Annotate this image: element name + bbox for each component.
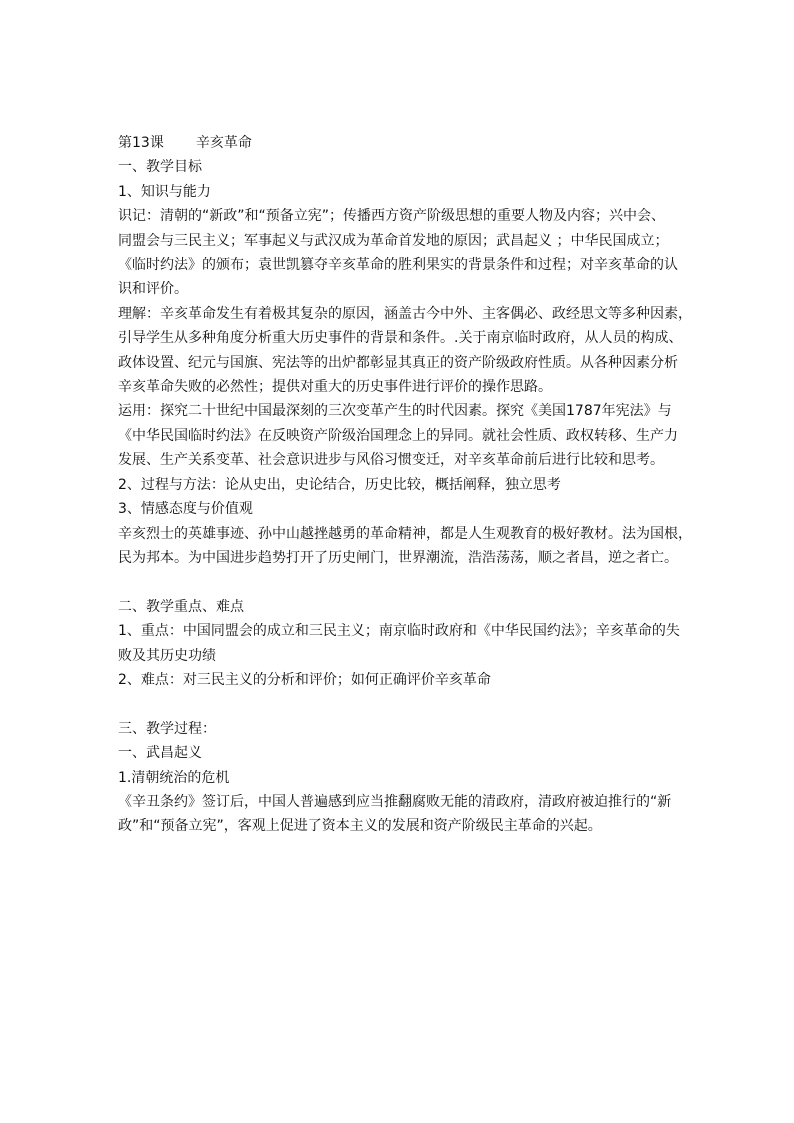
subheading-process: 2、过程与方法：论从史出，史论结合，历史比较，概括阐释，独立思考 <box>118 476 561 493</box>
lesson-heading <box>118 131 684 155</box>
subheading-knowledge: 1、知识与能力 <box>118 183 211 200</box>
recall-line: 同盟会与三民主义；军事起义与武汉成为革命首发地的原因；武昌起义 ；中华民国成立； <box>118 232 669 249</box>
key-line: 败及其历史功绩 <box>118 647 216 664</box>
section-heading-objectives: 一、教学目标 <box>118 159 202 176</box>
understand-line: 政体设置、纪元与国旗、宪法等的出炉都彰显其真正的资产阶级政府性质。从各种因素分析 <box>118 354 678 371</box>
understand-line: 辛亥革命失败的必然性；提供对重大的历史事件进行评价的操作思路。 <box>118 379 552 396</box>
crisis-line: 《辛丑条约》签订后，中国人普遍感到应当推翻腐败无能的清政府，清政府被迫推行的“新 <box>118 793 672 810</box>
lesson-title: 辛亥革命 <box>195 135 252 151</box>
crisis-line: 政”和“预备立宪”，客观上促进了资本主义的发展和资产阶级民主革命的兴起。 <box>118 818 602 835</box>
recall-line: 识和评价。 <box>118 281 188 298</box>
lesson-number: 第13课 <box>118 135 164 151</box>
understand-line: 理解：辛亥革命发生有着极其复杂的原因，涵盖古今中外、主客偶必、政经思文等多种因素， <box>118 305 692 322</box>
blank-line <box>118 692 684 716</box>
key-line: 1、重点：中国同盟会的成立和三民主义；南京临时政府和《中华民国约法》；辛亥革命的失 <box>118 623 680 640</box>
recall-line: 识记：清朝的“新政”和“预备立宪”；传播西方资产阶级思想的重要人物及内容；兴中会、 <box>118 208 666 225</box>
blank-line <box>118 570 684 594</box>
emotion-line: 辛亥烈士的英雄事迹、孙中山越挫越勇的革命精神，都是人生观教育的极好教材。法为国根， <box>118 525 692 542</box>
subheading-emotion: 3、情感态度与价值观 <box>118 501 253 518</box>
apply-line: 运用：探究二十世纪中国最深刻的三次变革产生的时代因素。探究《美国1787年宪法》与 <box>118 403 672 420</box>
section-heading-keypoints: 二、教学重点、难点 <box>118 598 244 615</box>
emotion-line: 民为邦本。为中国进步趋势打开了历史闸门，世界潮流，浩浩荡荡，顺之者昌，逆之者亡。 <box>118 549 678 566</box>
document-body <box>118 131 692 839</box>
apply-line: 《中华民国临时约法》在反映资产阶级治国理念上的异同。就社会性质、政权转移、生产力 <box>118 427 678 444</box>
recall-line: 《临时约法》的颁布；袁世凯篡夺辛亥革命的胜利果实的背景条件和过程；对辛亥革命的认 <box>118 257 678 274</box>
part-heading-wuchang: 一、武昌起义 <box>118 745 202 762</box>
subheading-crisis: 1.清朝统治的危机 <box>118 769 230 786</box>
understand-line: 引导学生从多种角度分析重大历史事件的背景和条件。.关于南京临时政府，从人员的构成、 <box>118 330 683 347</box>
apply-line: 发展、生产关系变革、社会意识进步与风俗习惯变迁，对辛亥革命前后进行比较和思考。 <box>118 452 664 469</box>
section-heading-process: 三、教学过程： <box>118 720 216 737</box>
difficult-line: 2、难点：对三民主义的分析和评价；如何正确评价辛亥革命 <box>118 671 491 688</box>
